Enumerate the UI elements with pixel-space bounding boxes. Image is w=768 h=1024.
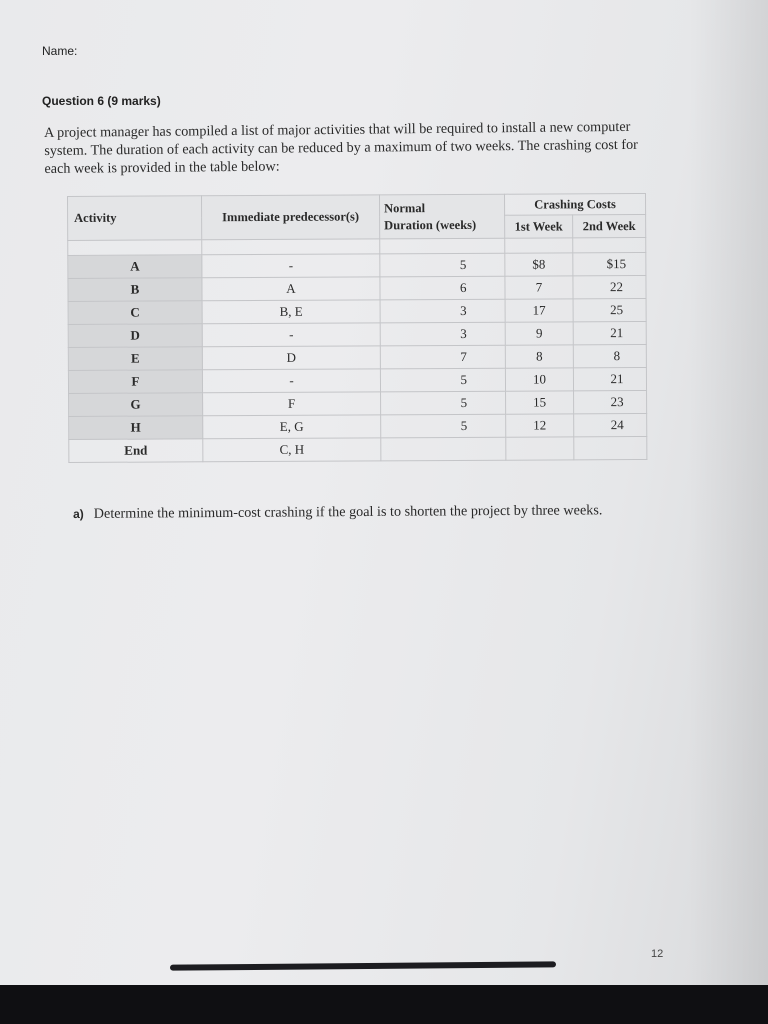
- cell-week2-cost: $15: [573, 252, 646, 275]
- cell-activity: G: [69, 393, 203, 417]
- cell-predecessor: -: [202, 254, 380, 278]
- cell-week2-cost: 8: [573, 344, 646, 367]
- header-week2: 2nd Week: [573, 214, 646, 237]
- header-week1: 1st Week: [505, 215, 573, 238]
- cell-normal-duration: [381, 437, 506, 461]
- crashing-table-wrapper: [67, 193, 648, 476]
- header-normal-line1: Normal: [384, 200, 426, 215]
- question-intro: A project manager has compiled a list of major activities that will be required to install a new computer system. The duration of each activity can be reduced by a maximum of two weeks. The crashing cost for each week is provided in the table below:: [44, 118, 638, 177]
- cell-normal-duration: 3: [380, 322, 505, 346]
- cell-normal-duration: 5: [380, 368, 505, 392]
- part-a-label: a): [73, 506, 84, 521]
- crashing-table: [67, 193, 647, 463]
- table-row: [68, 298, 646, 324]
- cell-week2-cost: 25: [573, 298, 646, 321]
- question-title: Question 6 (9 marks): [42, 94, 161, 108]
- cell-week1-cost: 12: [506, 414, 574, 437]
- cell-predecessor: -: [202, 369, 380, 393]
- cell-week2-cost: 22: [573, 275, 646, 298]
- table-row: [69, 436, 647, 462]
- cell-predecessor: E, G: [203, 415, 381, 439]
- table-row: [69, 390, 647, 416]
- cell-normal-duration: 6: [380, 276, 505, 300]
- header-normal-duration: [379, 194, 504, 239]
- cell-predecessor: F: [203, 392, 381, 416]
- cell-activity: H: [69, 416, 203, 440]
- page-shadow: [688, 0, 768, 985]
- cell-week2-cost: [574, 436, 647, 459]
- cell-normal-duration: 5: [381, 414, 506, 438]
- cell-week1-cost: 9: [505, 322, 573, 345]
- cell-week1-cost: 10: [505, 368, 573, 391]
- cell-week2-cost: 21: [573, 321, 646, 344]
- name-label: Name:: [42, 44, 78, 58]
- table-row: [68, 252, 646, 278]
- cell-activity: D: [68, 324, 202, 348]
- cell-normal-duration: 3: [380, 299, 505, 323]
- table-row: [68, 344, 646, 370]
- cell-predecessor: -: [202, 323, 380, 347]
- header-predecessor: Immediate predecessor(s): [202, 195, 380, 240]
- page-number: 12: [651, 948, 664, 960]
- cell-activity: E: [68, 347, 202, 371]
- cell-activity: C: [68, 301, 202, 325]
- cell-normal-duration: 5: [380, 253, 505, 277]
- cell-activity: A: [68, 255, 202, 279]
- cell-normal-duration: 5: [381, 391, 506, 415]
- cell-week1-cost: 8: [505, 345, 573, 368]
- header-crashing-costs: Crashing Costs: [504, 193, 645, 215]
- table-row: [68, 275, 646, 301]
- cell-week2-cost: 23: [574, 390, 647, 413]
- cell-week1-cost: 7: [505, 276, 573, 299]
- header-activity: Activity: [68, 196, 202, 241]
- cell-predecessor: B, E: [202, 300, 380, 324]
- cell-predecessor: D: [202, 346, 380, 370]
- cell-week2-cost: 24: [574, 413, 647, 436]
- cell-predecessor: A: [202, 277, 380, 301]
- cell-activity: B: [68, 278, 202, 302]
- part-a-text: Determine the minimum-cost crashing if the goal is to shorten the project by three weeks.: [93, 502, 603, 522]
- cell-predecessor: C, H: [203, 438, 381, 462]
- cell-normal-duration: 7: [380, 345, 505, 369]
- table-row: [68, 321, 646, 347]
- cell-week1-cost: [506, 437, 574, 460]
- cell-week1-cost: $8: [505, 253, 573, 276]
- table-row: [68, 367, 646, 393]
- cell-week1-cost: 15: [506, 391, 574, 414]
- part-a-question: [73, 499, 633, 525]
- header-normal-line2: Duration (weeks): [384, 217, 477, 232]
- cell-activity: End: [69, 439, 203, 463]
- cell-week2-cost: 21: [573, 367, 646, 390]
- table-row: [69, 413, 647, 439]
- cell-activity: F: [68, 370, 202, 394]
- cell-week1-cost: 17: [505, 299, 573, 322]
